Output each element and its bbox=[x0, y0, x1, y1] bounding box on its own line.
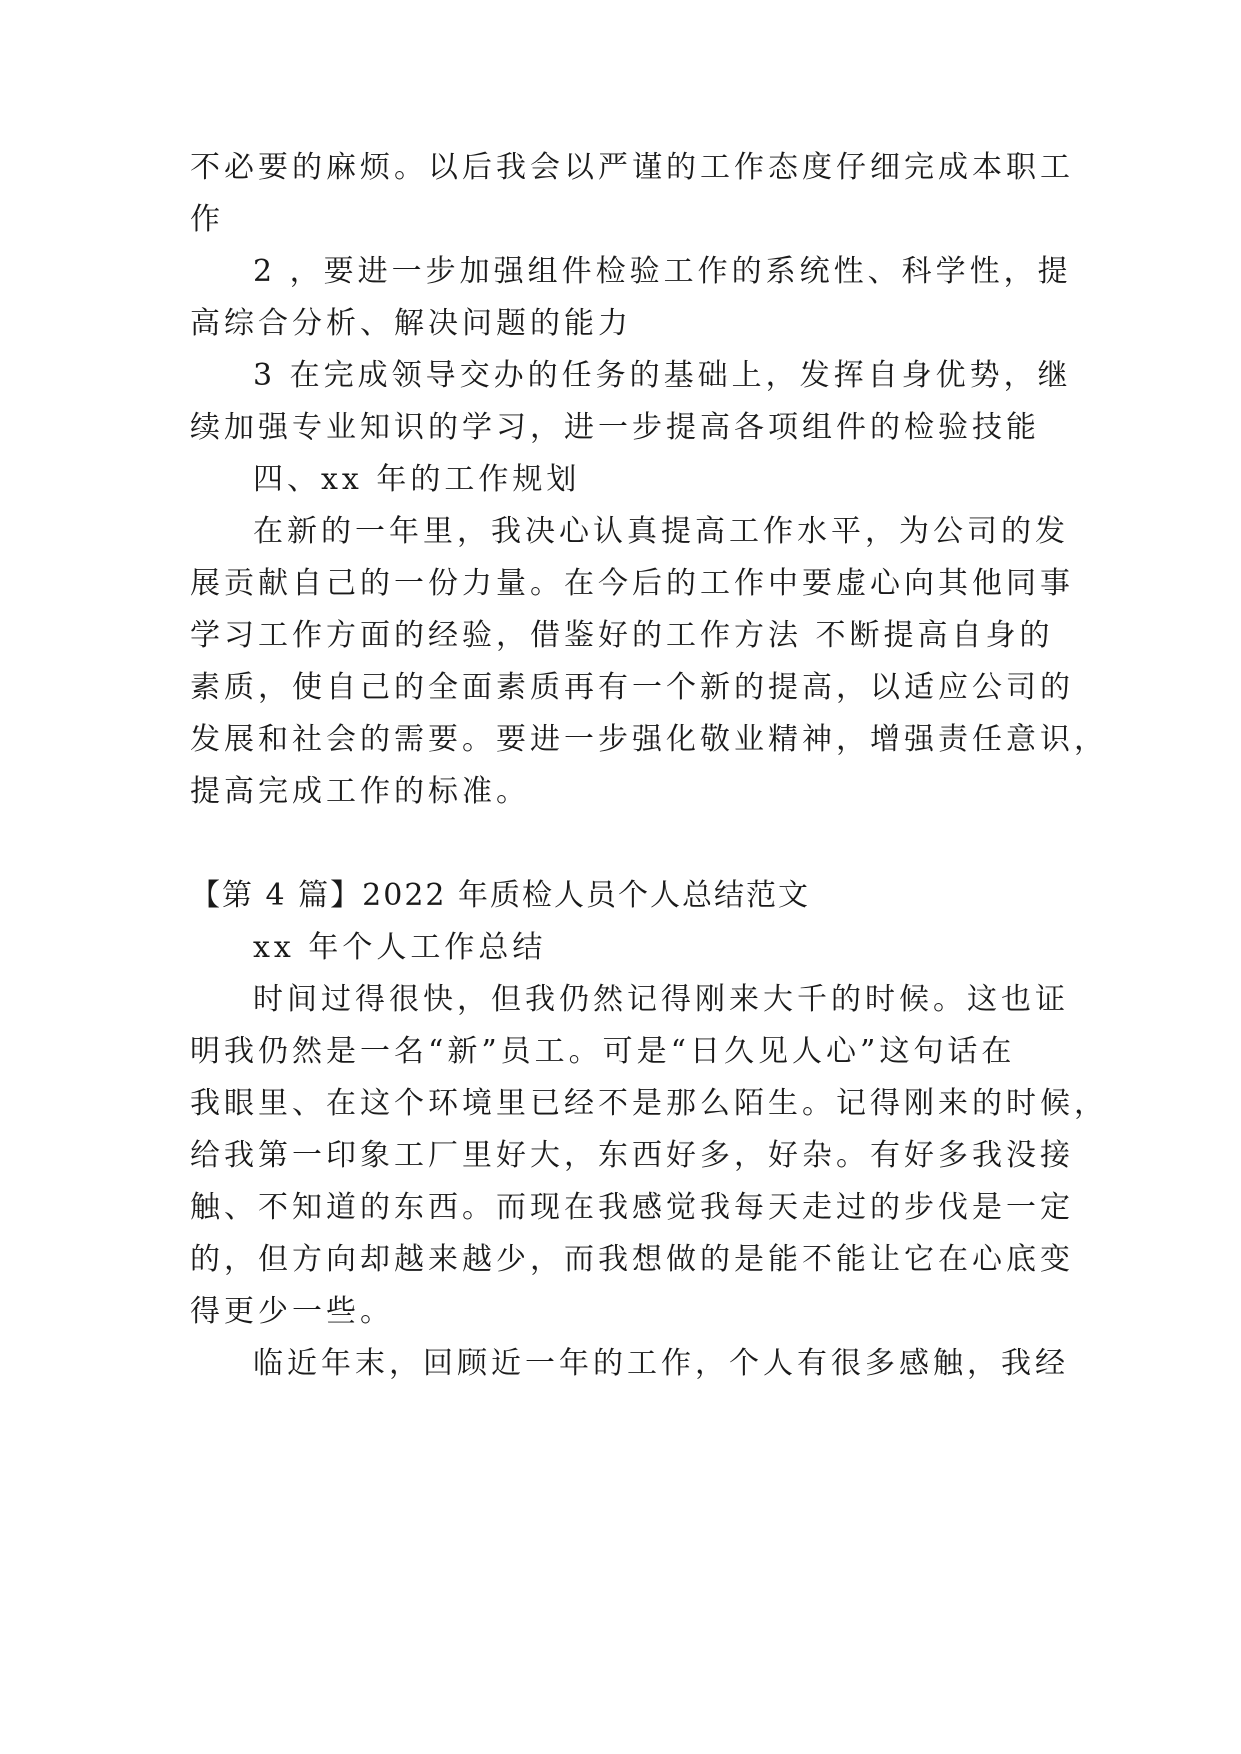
text-line: 素质，使自己的全面素质再有一个新的提高，以适应公司的 bbox=[190, 670, 1074, 705]
section-heading: 四、xx 年的工作规划 bbox=[253, 462, 581, 497]
text-line: 提高完成工作的标准。 bbox=[190, 774, 530, 809]
text-line: 展贡献自己的一份力量。在今后的工作中要虚心向其他同事 bbox=[190, 566, 1074, 601]
text-line: 续加强专业知识的学习，进一步提高各项组件的检验技能 bbox=[190, 410, 1040, 445]
text-line: 作 bbox=[190, 202, 224, 237]
text-line: 不必要的麻烦。以后我会以严谨的工作态度仔细完成本职工 bbox=[190, 150, 1074, 185]
text-line: 我眼里、在这个环境里已经不是那么陌生。记得刚来的时候， bbox=[190, 1086, 1108, 1121]
text-line: 明我仍然是一名“新”员工。可是“日久见人心”这句话在 bbox=[190, 1034, 1016, 1069]
article-title: 【第 4 篇】2022 年质检人员个人总结范文 bbox=[190, 878, 811, 913]
subtitle: xx 年个人工作总结 bbox=[253, 930, 547, 965]
text-line: 在新的一年里，我决心认真提高工作水平，为公司的发 bbox=[253, 514, 1069, 549]
text-line: 发展和社会的需要。要进一步强化敬业精神，增强责任意识， bbox=[190, 722, 1108, 757]
text-line: 的，但方向却越来越少，而我想做的是能不能让它在心底变 bbox=[190, 1242, 1074, 1277]
text-line: 高综合分析、解决问题的能力 bbox=[190, 306, 632, 341]
text-line: 时间过得很快，但我仍然记得刚来大千的时候。这也证 bbox=[253, 982, 1069, 1017]
text-line: 3 在完成领导交办的任务的基础上，发挥自身优势，继 bbox=[253, 358, 1072, 393]
text-line: 2 ，要进一步加强组件检验工作的系统性、科学性，提 bbox=[253, 254, 1072, 289]
text-line: 给我第一印象工厂里好大，东西好多，好杂。有好多我没接 bbox=[190, 1138, 1074, 1173]
text-line: 临近年末，回顾近一年的工作，个人有很多感触，我经 bbox=[253, 1346, 1069, 1381]
text-line: 学习工作方面的经验，借鉴好的工作方法 不断提高自身的 bbox=[190, 618, 1054, 653]
text-line: 得更少一些。 bbox=[190, 1294, 394, 1329]
text-line: 触、不知道的东西。而现在我感觉我每天走过的步伐是一定 bbox=[190, 1190, 1074, 1225]
